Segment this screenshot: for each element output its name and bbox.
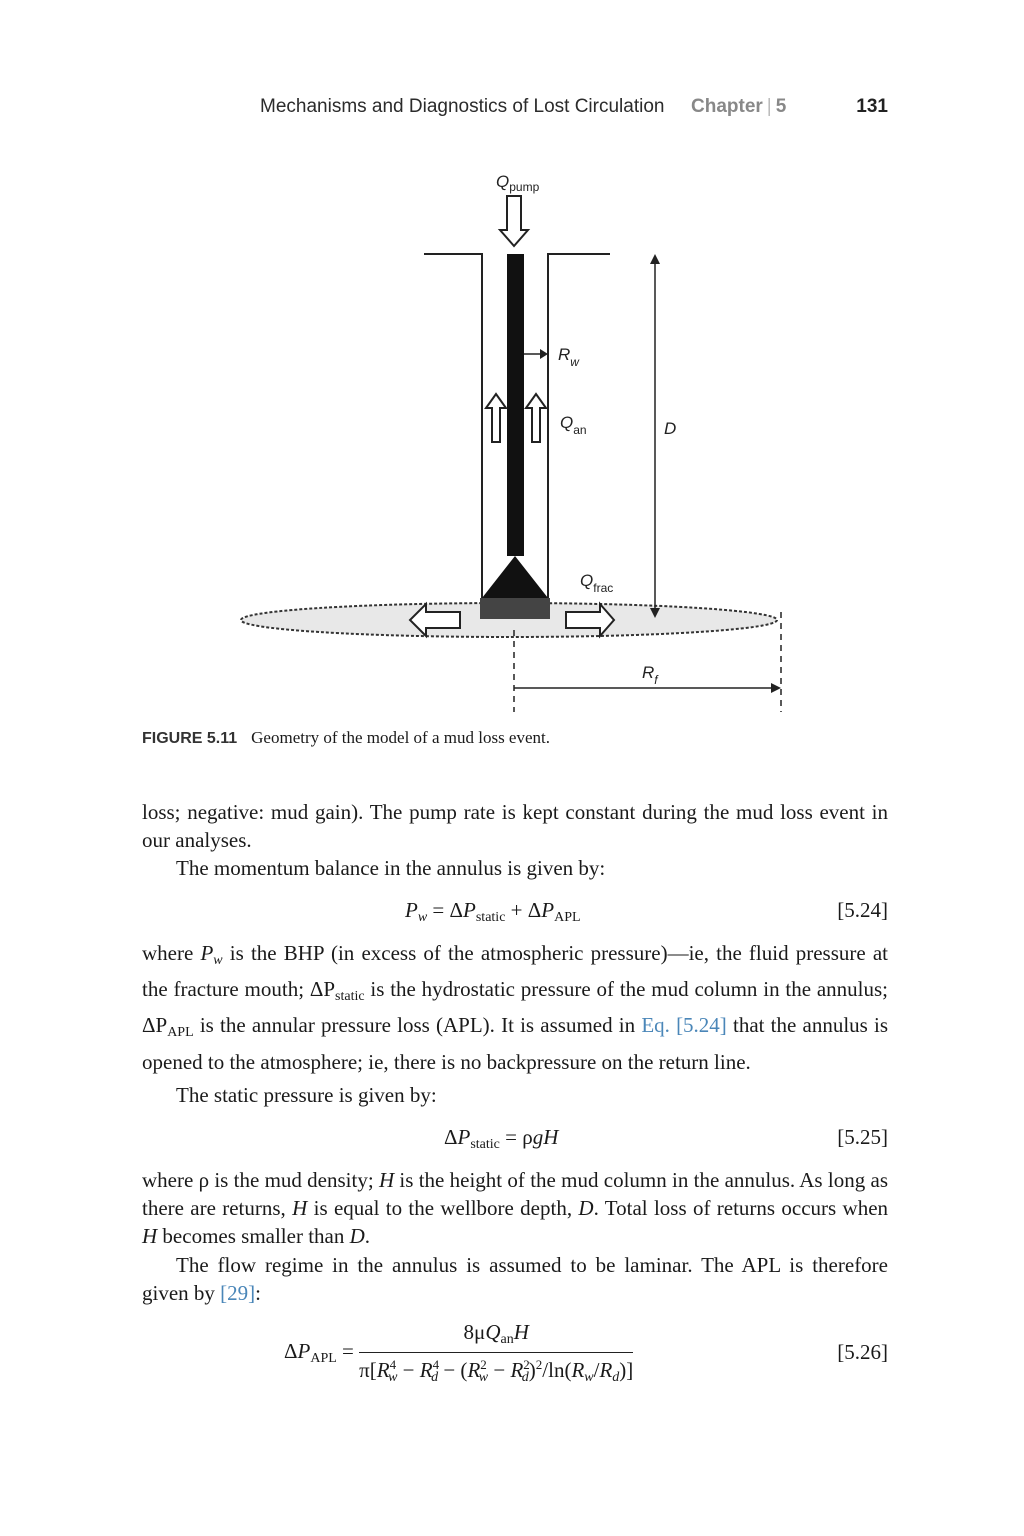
paragraph-1: loss; negative: mud gain). The pump rate is kept constant during the mud loss event in our analyses. — [142, 800, 888, 853]
label-d: D — [664, 419, 677, 438]
wellbore-wall-left — [424, 254, 482, 598]
chapter-word: Chapter — [691, 96, 763, 117]
equation-5-25 — [142, 1125, 888, 1155]
figure-caption-text: Geometry of the model of a mud loss event. — [251, 728, 551, 747]
equation-5-24 — [142, 898, 888, 928]
citation-link[interactable]: [29] — [220, 1281, 256, 1306]
equation-5-26-fraction: $\frac{8\mu Q_{an}H}{\pi[R^4_w - R^4_d - (R^2_w - R^2_d)^2/\ln(R_w/R_d)]}$ — [359, 1320, 634, 1385]
p3-text-b: is the BHP (in excess of the atmospheric pressure)—ie, the fluid pressure at the fracture mouth; ΔP — [142, 941, 889, 1002]
figure-caption — [142, 728, 888, 748]
equation-5-26 — [142, 1320, 888, 1400]
page-number: 131 — [856, 96, 888, 117]
drill-bit-base — [480, 598, 550, 619]
paragraph-6: The flow regime in the annulus is assumed to be laminar. The APL is therefore given by [29]: — [142, 1253, 888, 1306]
p5-text-c: is equal to the wellbore depth, — [313, 1196, 573, 1221]
figure-mud-loss-geometry — [236, 160, 796, 720]
chapter-label — [691, 96, 786, 118]
label-r-w: $R_w$ — [558, 345, 579, 369]
rf-arrow-head — [771, 683, 781, 693]
running-header — [260, 96, 888, 122]
running-title: Mechanisms and Diagnostics of Lost Circulation — [260, 96, 665, 117]
paragraph-5: where ρ is the mud density; H is the height of the mud column in the annulus. As long as there are returns, H is equal to the wellbore depth, D. Total loss of returns occurs when H becomes smaller than D. — [142, 1168, 889, 1249]
pump-flow-arrow — [500, 196, 528, 246]
equation-5-26-number: [5.26] — [837, 1340, 888, 1364]
figure-caption-label: FIGURE 5.11 — [142, 730, 238, 747]
p3-text-d: is the annular pressure loss (APL). It is assumed in — [199, 1013, 636, 1038]
chapter-separator: | — [766, 96, 772, 117]
p5-text-b: is the height of the mud column in the annulus. As long as there are returns, — [142, 1168, 888, 1221]
depth-arrow-head-top — [650, 254, 660, 264]
equation-5-24-number: [5.24] — [837, 898, 888, 922]
annulus-flow-arrow-right — [526, 394, 546, 442]
rw-arrow-head — [540, 349, 548, 359]
equation-5-25-body: $\Delta P_{static} = \rho gH$ — [444, 1125, 559, 1152]
equation-5-24-body: $P_w = \Delta P_{static} + \Delta P_{APL}$ — [405, 898, 581, 925]
p5-text-f: . — [364, 1224, 371, 1249]
p5-text-a: where ρ is the mud density; — [142, 1168, 374, 1192]
equation-5-25-number: [5.25] — [837, 1125, 888, 1149]
paragraph-4: The static pressure is given by: — [176, 1083, 437, 1107]
p5-text-e: becomes smaller than — [162, 1224, 345, 1249]
p3-text-c: is the hydrostatic pressure of the mud column in the annulus; ΔP — [142, 977, 888, 1038]
p3-text-a: where — [142, 941, 194, 965]
label-q-frac: $Q_{frac}$ — [580, 571, 614, 595]
annulus-flow-arrow-left — [486, 394, 506, 442]
chapter-number: 5 — [775, 96, 787, 117]
label-q-pump: $Q_{pump}$ — [496, 172, 540, 194]
paragraph-2: The momentum balance in the annulus is given by: — [176, 856, 606, 880]
p5-text-d: . Total loss of returns occurs when — [593, 1196, 889, 1221]
drill-pipe — [507, 254, 524, 556]
label-r-f: $R_f$ — [642, 663, 658, 687]
figure-diagram — [236, 160, 796, 720]
label-q-an: $Q_{an}$ — [560, 413, 587, 437]
equation-5-26-body: $\Delta P_{APL}$ = $\frac{8\mu Q_{an}H}{\pi[R^4_w - R^4_d - (R^2_w - R^2_d)^2/\ln(R_w/R_d)]}$ — [284, 1320, 634, 1385]
p6-text: The flow regime in the annulus is assumed to be laminar. The APL is therefore given by — [142, 1253, 888, 1306]
p3-text-e: that the annulus is opened to the atmosphere; ie, there is no backpressure on the return line. — [142, 1013, 889, 1074]
equation-reference-link[interactable]: Eq. [5.24] — [641, 1013, 727, 1038]
paragraph-3: where $P_w$ is the BHP (in excess of the atmospheric pressure)—ie, the fluid pressure at the fracture mouth; $\Delta P_{static}$ is the hydrostatic pressure of the mud column in the annulus; $\Delta P_{APL}$ is the annular pressure loss (APL). It is assumed in Eq. [5.24] that the annulus is opened to the atmosphere; ie, there is no backpressure on the return line. — [142, 941, 889, 1074]
drill-bit-cone — [482, 556, 548, 598]
